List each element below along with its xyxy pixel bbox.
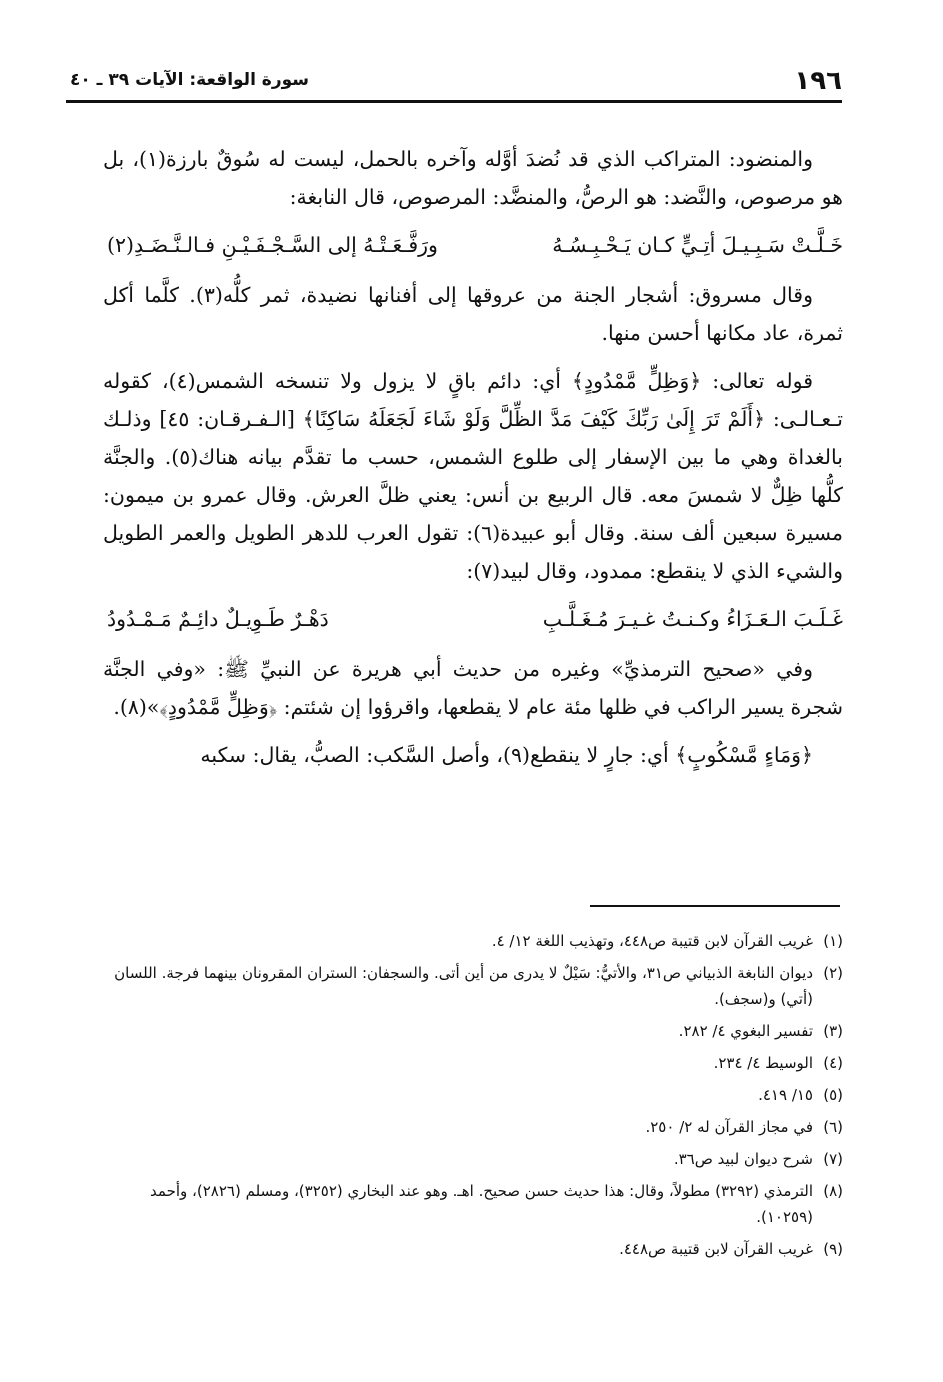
footnote-number: (٩) bbox=[823, 1240, 843, 1258]
footnote bbox=[103, 1146, 843, 1172]
page-header bbox=[66, 62, 842, 103]
footnote-text: غريب القرآن لابن قتيبة ص٤٤٨. bbox=[619, 1240, 813, 1258]
footnote-text: ديوان النابغة الذبياني ص٣١، والأتيُّ: سَيْلٌ لا يدرى من أين أتى. والسجفان: الستران المقرونان بينهما فرجة. اللسان (أتي) و(سجف). bbox=[114, 964, 813, 1008]
footnote bbox=[103, 1236, 843, 1262]
footnote-text: الوسيط ٤/ ٢٣٤. bbox=[713, 1054, 813, 1072]
footnote bbox=[103, 1018, 843, 1044]
body-text bbox=[103, 140, 843, 784]
footnote-number: (٢) bbox=[823, 964, 843, 982]
footnote-number: (٦) bbox=[823, 1118, 843, 1136]
footnotes bbox=[103, 928, 843, 1268]
verse-1-second-hemistich: ورَفَّـعَـتْـهُ إلى السَّـجْـفَـيْـنِ فـالـنَّـضَـدِ(٢) bbox=[107, 233, 438, 257]
footnote bbox=[103, 1050, 843, 1076]
footnote-number: (١) bbox=[823, 932, 843, 950]
footnote-text: في مجاز القرآن له ٢/ ٢٥٠. bbox=[645, 1118, 813, 1136]
footnote-separator bbox=[590, 905, 840, 907]
footnote bbox=[103, 1178, 843, 1230]
footnote-text: ١٥/ ٤١٩. bbox=[758, 1086, 813, 1104]
paragraph-1: والمنضود: المتراكب الذي قد نُضدَ أوَّله وآخره بالحمل، ليست له سُوقٌ بارزة(١)، بل هو مرصوص، والنَّضد: هو الرصُّ، والمنضَّد: المرصوص، قال النابغة: bbox=[103, 147, 843, 209]
verse-1-first-hemistich: خَـلَّـتْ سَـبِـيـلَ أتِـيٍّ كـان يَـحْـبِـسُـهُ bbox=[552, 233, 843, 257]
paragraph-5: ﴿وَمَاءٍ مَّسْكُوبٍ﴾ أي: جارٍ لا ينقطع(٩)، وأصل السَّكب: الصبُّ، يقال: سكبه bbox=[200, 743, 813, 767]
verse-1 bbox=[103, 226, 843, 264]
paragraph-2: وقال مسروق: أشجار الجنة من عروقها إلى أفنانها نضيدة، ثمر كلُّه(٣). كلَّما أكل ثمرة، عاد مكانها أحسن منها. bbox=[103, 283, 843, 345]
footnote-text: شرح ديوان لبيد ص٣٦. bbox=[673, 1150, 813, 1168]
footnote bbox=[103, 1082, 843, 1108]
footnote-number: (٤) bbox=[823, 1054, 843, 1072]
footnote-number: (٧) bbox=[823, 1150, 843, 1168]
footnote bbox=[103, 1114, 843, 1140]
footnote-text: غريب القرآن لابن قتيبة ص٤٤٨، وتهذيب اللغة ١٢/ ٤. bbox=[491, 932, 813, 950]
footnote-number: (٨) bbox=[823, 1182, 843, 1200]
paragraph-4: وفي «صحيح الترمذيِّ» وغيره من حديث أبي هريرة عن النبيِّ ﷺ: «وفي الجنَّة شجرة يسير الراكب في ظلها مئة عام لا يقطعها، واقرؤوا إن شئتم: ﴿وَظِلٍّ مَّمْدُودٍ﴾»(٨). bbox=[103, 657, 843, 719]
verse-2-first-hemistich: غَـلَـبَ الـعَـزَاءُ وكـنـتُ غـيـرَ مُـغَـلَّـبِ bbox=[542, 607, 843, 631]
footnote bbox=[103, 928, 843, 954]
verse-2-second-hemistich: دَهْـرٌ طَـوِيـلٌ دائِـمٌ مَـمْـدُودُ bbox=[107, 607, 329, 631]
verse-2 bbox=[103, 600, 843, 638]
footnote bbox=[103, 960, 843, 1012]
footnote-text: الترمذي (٣٢٩٢) مطولاً، وقال: هذا حديث حسن صحيح. اهـ. وهو عند البخاري (٣٢٥٢)، ومسلم (٢٨٢٦)، وأحمد (١٠٢٥٩). bbox=[150, 1182, 813, 1226]
paragraph-3: قوله تعالى: ﴿وَظِلٍّ مَّمْدُودٍ﴾ أي: دائم باقٍ لا يزول ولا تنسخه الشمس(٤)، كقوله تـعـالـى: ﴿أَلَمْ تَرَ إِلَىٰ رَبِّكَ كَيْفَ مَدَّ الظِّلَّ وَلَوْ شَاءَ لَجَعَلَهُ سَاكِنًا﴾ [الـفـرقـان: ٤٥] وذلـك بالغداة وهي ما بين الإسفار إلى طلوع الشمس، حسب ما تقدَّم بيانه هناك(٥). والجنَّة كلُّها ظِلٌّ لا شمسَ معه. قال الربيع بن أنس: يعني ظلَّ العرش. وقال عمرو بن ميمون: مسيرة سبعين ألف سنة. وقال أبو عبيدة(٦): تقول العرب للدهر الطويل والعمر الطويل والشيء الذي لا ينقطع: ممدود، وقال لبيد(٧): bbox=[103, 369, 843, 583]
footnote-text: تفسير البغوي ٤/ ٢٨٢. bbox=[678, 1022, 813, 1040]
footnote-number: (٣) bbox=[823, 1022, 843, 1040]
running-title: سورة الواقعة: الآيات ٣٩ ـ ٤٠ bbox=[70, 70, 310, 90]
footnote-number: (٥) bbox=[823, 1086, 843, 1104]
page-number: ١٩٦ bbox=[794, 66, 842, 96]
